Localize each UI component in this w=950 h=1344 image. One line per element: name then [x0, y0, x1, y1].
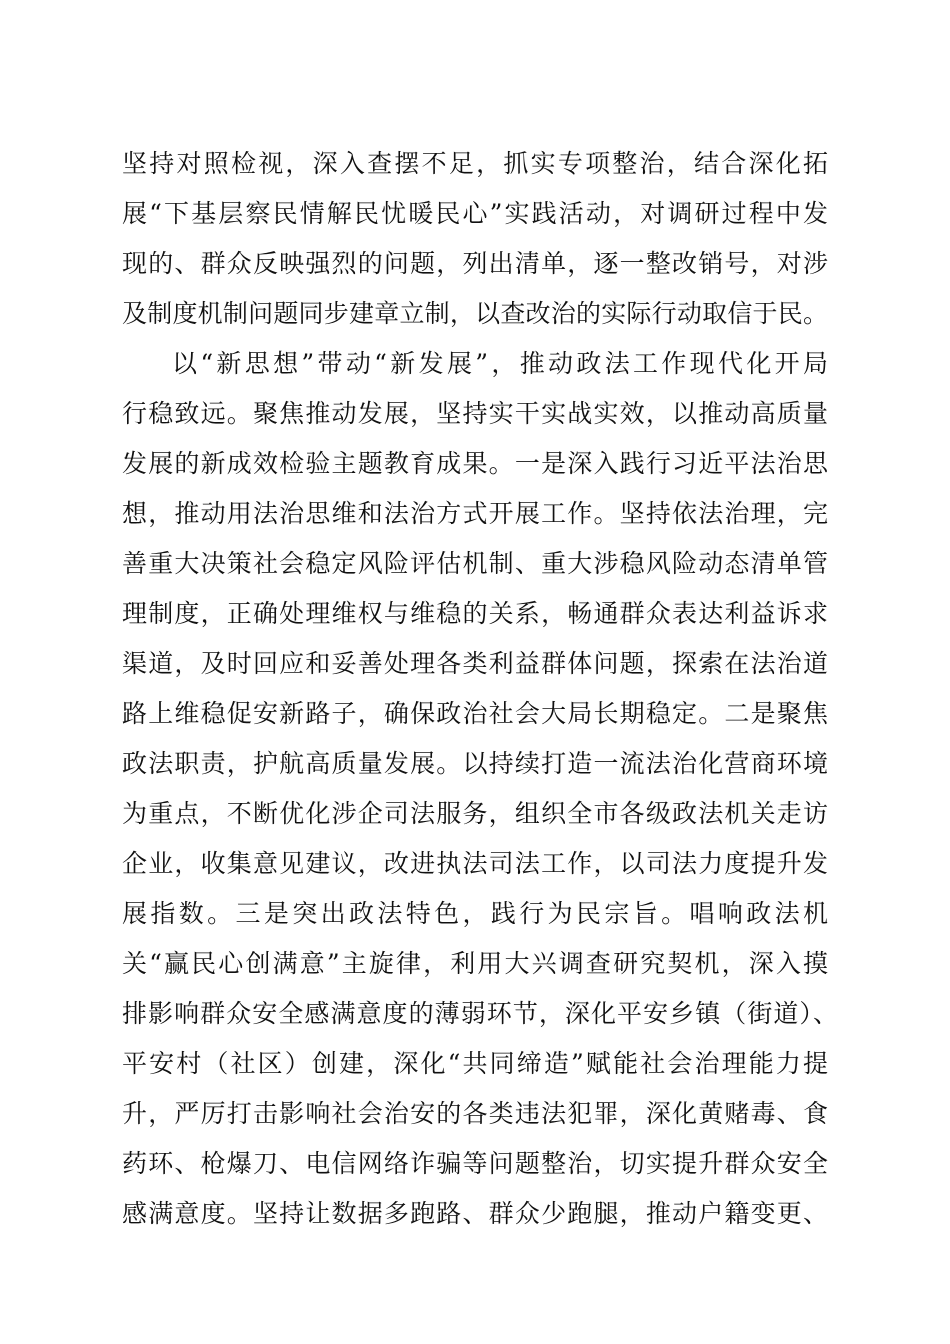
paragraph-2-line-9: 政法职责，护航高质量发展。以持续打造一流法治化营商环境 — [122, 749, 828, 778]
paragraph-2-line-4: 想，推动用法治思维和法治方式开展工作。坚持依法治理，完 — [122, 499, 828, 528]
paragraph-2-line-6: 理制度，正确处理维权与维稳的关系，畅通群众表达利益诉求 — [122, 599, 828, 628]
paragraph-2-line-5: 善重大决策社会稳定风险评估机制、重大涉稳风险动态清单管 — [122, 549, 828, 578]
paragraph-2-line-8: 路上维稳促安新路子，确保政治社会大局长期稳定。二是聚焦 — [122, 699, 828, 728]
paragraph-2-line-15: 平安村（社区）创建，深化“共同缔造”赋能社会治理能力提 — [122, 1049, 828, 1078]
paragraph-2-line-18: 感满意度。坚持让数据多跑路、群众少跑腿，推动户籍变更、 — [122, 1199, 828, 1228]
paragraph-2-line-1: 以“新思想”带动“新发展”，推动政法工作现代化开局 — [172, 349, 828, 378]
paragraph-1-line-1: 坚持对照检视，深入查摆不足，抓实专项整治，结合深化拓 — [122, 149, 828, 178]
paragraph-2-line-13: 关“赢民心创满意”主旋律，利用大兴调查研究契机，深入摸 — [122, 949, 828, 978]
paragraph-2-line-7: 渠道，及时回应和妥善处理各类利益群体问题，探索在法治道 — [122, 649, 828, 678]
paragraph-2-line-11: 企业，收集意见建议，改进执法司法工作，以司法力度提升发 — [122, 849, 828, 878]
paragraph-2-line-12: 展指数。三是突出政法特色，践行为民宗旨。唱响政法机 — [122, 899, 828, 928]
paragraph-2-line-3: 发展的新成效检验主题教育成果。一是深入践行习近平法治思 — [122, 449, 828, 478]
paragraph-2-line-17: 药环、枪爆刀、电信网络诈骗等问题整治，切实提升群众安全 — [122, 1149, 828, 1178]
paragraph-1-line-4: 及制度机制问题同步建章立制，以查改治的实际行动取信于民。 — [122, 299, 828, 328]
paragraph-1-line-3: 现的、群众反映强烈的问题，列出清单，逐一整改销号，对涉 — [122, 249, 828, 278]
paragraph-1-line-2: 展“下基层察民情解民忧暖民心”实践活动，对调研过程中发 — [122, 199, 828, 228]
paragraph-2-line-14: 排影响群众安全感满意度的薄弱环节，深化平安乡镇（街道）、 — [122, 999, 838, 1028]
paragraph-2-line-16: 升，严厉打击影响社会治安的各类违法犯罪，深化黄赌毒、食 — [122, 1099, 828, 1128]
paragraph-2-line-2: 行稳致远。聚焦推动发展，坚持实干实战实效，以推动高质量 — [122, 399, 828, 428]
paragraph-2-line-10: 为重点，不断优化涉企司法服务，组织全市各级政法机关走访 — [122, 799, 828, 828]
